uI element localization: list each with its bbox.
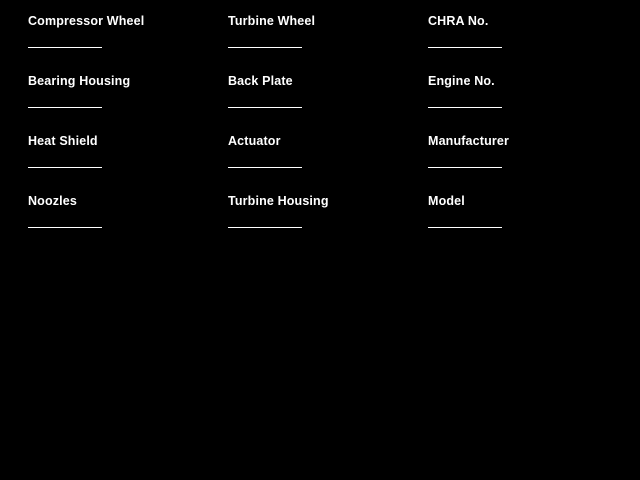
field-label: Turbine Housing	[228, 194, 329, 208]
field-model[interactable]	[428, 194, 628, 254]
field-back-plate[interactable]	[228, 74, 428, 134]
field-label: Compressor Wheel	[28, 14, 145, 28]
field-actuator[interactable]	[228, 134, 428, 194]
field-underline	[28, 47, 102, 48]
field-turbine-wheel[interactable]	[228, 14, 428, 74]
field-label: Heat Shield	[28, 134, 98, 148]
field-underline	[228, 47, 302, 48]
field-label: Manufacturer	[428, 134, 509, 148]
field-underline	[228, 167, 302, 168]
field-underline	[228, 107, 302, 108]
field-underline	[428, 107, 502, 108]
field-manufacturer[interactable]	[428, 134, 628, 194]
field-label: Bearing Housing	[28, 74, 131, 88]
field-label: Noozles	[28, 194, 77, 208]
field-label: Turbine Wheel	[228, 14, 316, 28]
field-underline	[428, 227, 502, 228]
field-label: Engine No.	[428, 74, 495, 88]
field-engine-no[interactable]	[428, 74, 628, 134]
field-bearing-housing[interactable]	[28, 74, 228, 134]
field-turbine-housing[interactable]	[228, 194, 428, 254]
field-underline	[428, 167, 502, 168]
field-label: CHRA No.	[428, 14, 489, 28]
field-underline	[228, 227, 302, 228]
field-underline	[28, 227, 102, 228]
field-noozles[interactable]	[28, 194, 228, 254]
field-compressor-wheel[interactable]	[28, 14, 228, 74]
field-label: Model	[428, 194, 465, 208]
field-label: Actuator	[228, 134, 281, 148]
field-underline	[28, 167, 102, 168]
field-chra-no[interactable]	[428, 14, 628, 74]
turbo-parts-form	[0, 14, 640, 254]
field-label: Back Plate	[228, 74, 293, 88]
field-underline	[28, 107, 102, 108]
field-underline	[428, 47, 502, 48]
field-heat-shield[interactable]	[28, 134, 228, 194]
